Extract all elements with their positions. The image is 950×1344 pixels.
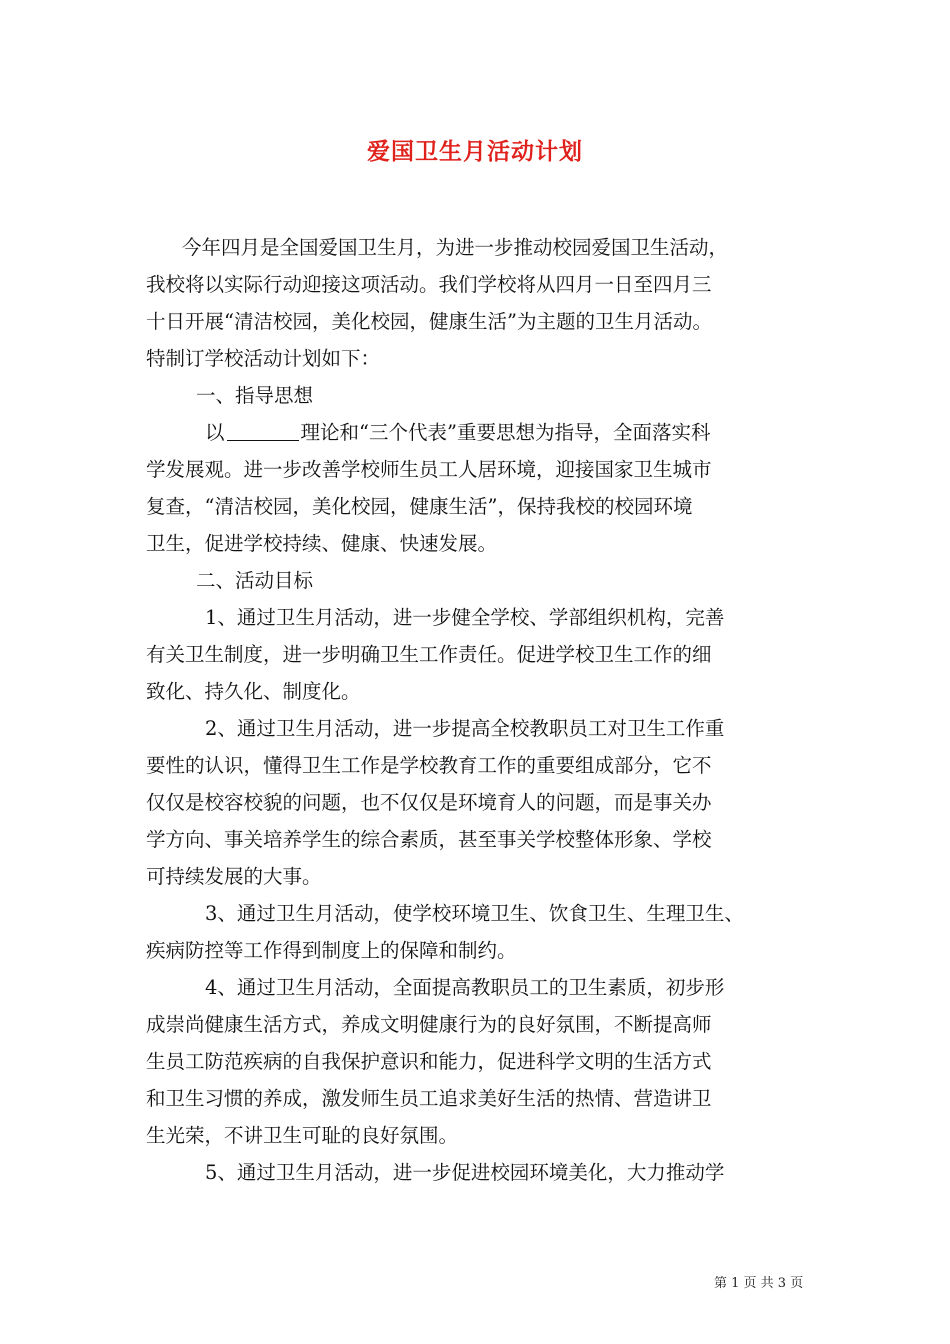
line-suffix: 理论和“三个代表”重要思想为指导，全面落实科 (300, 421, 711, 444)
paragraph-line: 十日开展“清洁校园，美化校园，健康生活”为主题的卫生月活动。 (146, 310, 712, 333)
paragraph-line: 2、通过卫生月活动，进一步提高全校教职员工对卫生工作重 (205, 717, 725, 740)
document-title: 爱国卫生月活动计划 (367, 138, 583, 165)
page-number-footer: 第 1 页 共 3 页 (714, 1276, 804, 1291)
section-heading: 二、活动目标 (196, 569, 314, 592)
paragraph-line: 仅仅是校容校貌的问题，也不仅仅是环境育人的问题，而是事关办 (146, 791, 712, 814)
paragraph-line: 成崇尚健康生活方式，养成文明健康行为的良好氛围，不断提高师 (146, 1013, 712, 1036)
paragraph-line: 我校将以实际行动迎接这项活动。我们学校将从四月一日至四月三 (146, 273, 712, 296)
paragraph-line: 3、通过卫生月活动，使学校环境卫生、饮食卫生、生理卫生、 (205, 902, 744, 925)
paragraph-line: 可持续发展的大事。 (146, 865, 322, 888)
paragraph-line: 4、通过卫生月活动，全面提高教职员工的卫生素质，初步形 (205, 976, 725, 999)
paragraph-line (0, 419, 950, 447)
paragraph-line: 疾病防控等工作得到制度上的保障和制约。 (146, 939, 517, 962)
paragraph-line: 生员工防范疾病的自我保护意识和能力，促进科学文明的生活方式 (146, 1050, 712, 1073)
paragraph-line: 复查，“清洁校园，美化校园，健康生活”，保持我校的校园环境 (146, 495, 693, 518)
paragraph-line: 生光荣，不讲卫生可耻的良好氛围。 (146, 1124, 459, 1147)
paragraph-line: 卫生，促进学校持续、健康、快速发展。 (146, 532, 498, 555)
line-prefix: 以 (205, 421, 225, 444)
fill-in-blank (227, 420, 299, 441)
paragraph-line: 学方向、事关培养学生的综合素质，甚至事关学校整体形象、学校 (146, 828, 712, 851)
paragraph-line: 特制订学校活动计划如下： (146, 347, 381, 370)
paragraph-line: 学发展观。进一步改善学校师生员工人居环境，迎接国家卫生城市 (146, 458, 712, 481)
paragraph-line: 要性的认识，懂得卫生工作是学校教育工作的重要组成部分，它不 (146, 754, 712, 777)
paragraph-line: 5、通过卫生月活动，进一步促进校园环境美化，大力推动学 (205, 1161, 725, 1184)
paragraph-line: 1、通过卫生月活动，进一步健全学校、学部组织机构，完善 (205, 606, 725, 629)
paragraph-line: 今年四月是全国爱国卫生月，为进一步推动校园爱国卫生活动， (182, 236, 729, 259)
paragraph-line: 有关卫生制度，进一步明确卫生工作责任。促进学校卫生工作的细 (146, 643, 712, 666)
section-heading: 一、指导思想 (196, 384, 314, 407)
paragraph-line: 和卫生习惯的养成，激发师生员工追求美好生活的热情、营造讲卫 (146, 1087, 712, 1110)
paragraph-line: 致化、持久化、制度化。 (146, 680, 361, 703)
